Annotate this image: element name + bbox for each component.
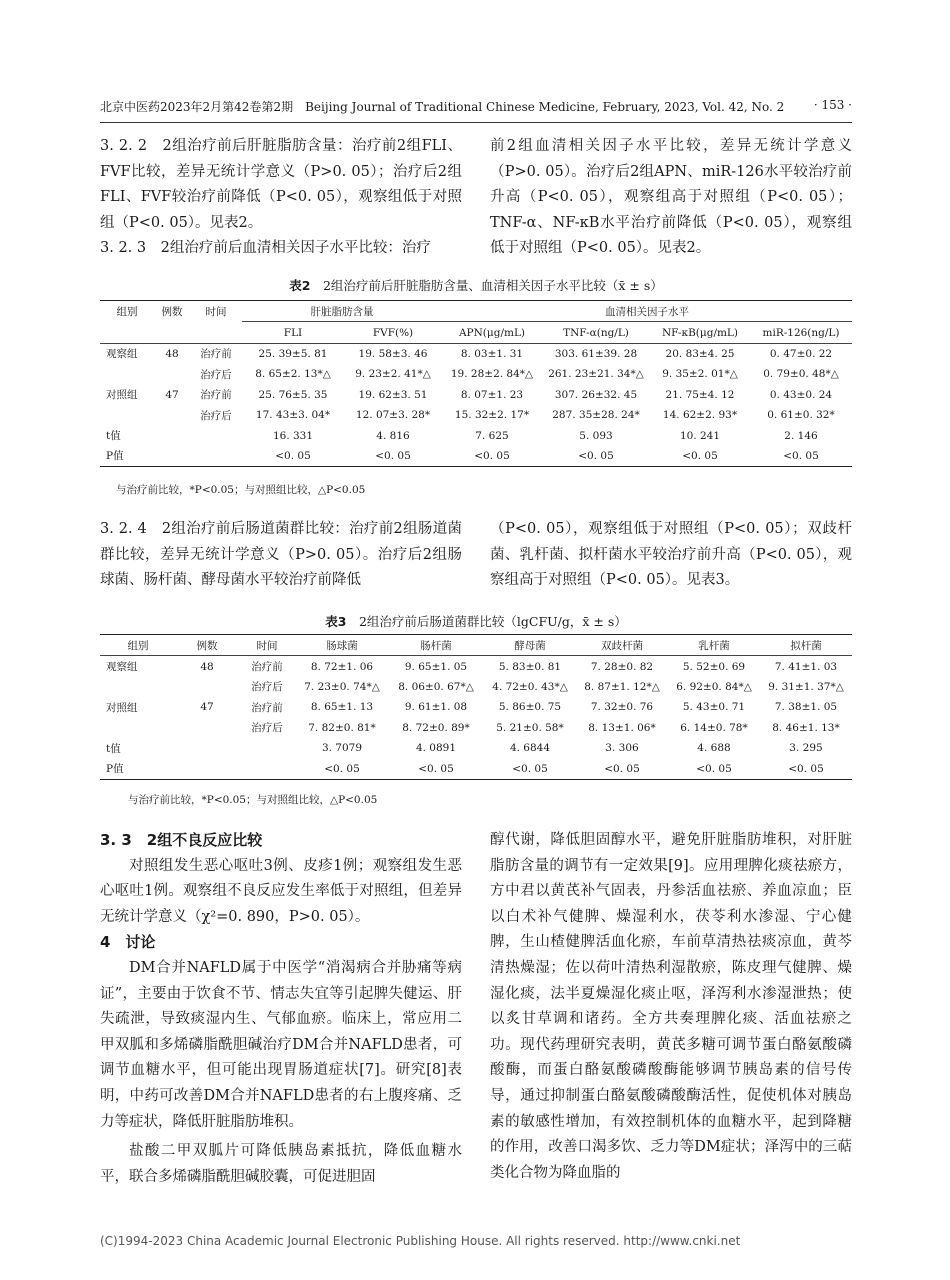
section-3-2-4-cont: （P<0. 05），观察组低于对照组（P<0. 05）；双歧杆菌、乳杆菌、拟杆菌水平较治疗前升高（P<0. 05），观察组高于对照组（P<0. 05）。见表3。 <box>490 521 852 589</box>
table-cell: 307. 26±32. 45 <box>554 388 638 401</box>
t3-p-value: <0. 05 <box>388 758 484 779</box>
t2-h-time: 时间 <box>190 301 242 322</box>
table2-title: 2组治疗前后肝脏脂肪含量、血清相关因子水平比较（x̄ ± s） <box>322 278 663 293</box>
table-cell: 9. 61±1. 08 <box>404 701 468 714</box>
row-time: 治疗后 <box>200 409 232 422</box>
t3-col-header: 双歧杆菌 <box>576 635 668 656</box>
table3 <box>100 634 852 780</box>
table-cell: 7. 23±0. 74*△ <box>304 680 380 693</box>
table-cell: 8. 46±1. 13* <box>772 721 840 734</box>
t3-h-n: 例数 <box>176 635 238 656</box>
table-cell: 0. 61±0. 32* <box>767 409 835 422</box>
t2-col-header: APN(μg/mL) <box>442 322 542 343</box>
t3-col-header: 肠球菌 <box>296 635 388 656</box>
copyright-footer: (C)1994-2023 China Academic Journal Electronic Publishing House. All rights reserved. http://www.cnki.net <box>100 1234 741 1248</box>
right-column-top <box>490 134 852 262</box>
table2-note: 与治疗前比较，*P<0.05；与对照组比较，△P<0.05 <box>116 484 366 496</box>
t2-col-header: NF-κB(μg/mL) <box>650 322 750 343</box>
table-cell: 8. 72±0. 89* <box>402 721 470 734</box>
discussion-para-1: DM合并NAFLD属于中医学“消渴病合并胁痛等病证”，主要由于饮食不节、情志失宜等引起脾失健运、肝失疏泄，导致痰湿内生、气郁血瘀。临床上，常应用二甲双胍和多烯磷脂酰胆碱治疗DM合并NAFLD患者，可调节血糖水平，但可能出现胃肠道症状[7]。研究[8]表明，中药可改善DM合并NAFLD患者的右上腹疼痛、乏力等症状，降低肝脏脂肪堆积。 <box>100 959 462 1130</box>
row-time: 治疗前 <box>200 348 232 361</box>
t2-t-value: 10. 241 <box>679 429 721 442</box>
row-time: 治疗前 <box>251 661 283 674</box>
row-time: 治疗后 <box>200 368 232 381</box>
table-cell: 8. 06±0. 67*△ <box>398 680 474 693</box>
table-cell: 8. 13±1. 06* <box>588 721 656 734</box>
table-row <box>100 343 852 364</box>
table-cell: 5. 52±0. 69 <box>682 660 746 673</box>
table-cell: 19. 28±2. 84*△ <box>450 368 534 381</box>
row-count: 48 <box>165 347 179 360</box>
t3-col-header: 乳杆菌 <box>668 635 760 656</box>
journal-header-text: 北京中医药2023年2月第42卷第2期 Beijing Journal of Traditional Chinese Medicine, February, 2023, Vol. 42, No. 2 <box>100 100 785 114</box>
t3-t-value: 4. 688 <box>697 742 731 755</box>
table-cell: 6. 14±0. 78* <box>680 721 748 734</box>
table-cell: 287. 35±28. 24* <box>552 409 640 422</box>
t3-p-label: P值 <box>100 758 176 779</box>
t2-p-value: <0. 05 <box>242 446 344 467</box>
row-time: 治疗后 <box>251 722 283 735</box>
t2-p-value: <0. 05 <box>650 446 750 467</box>
t3-body <box>100 656 852 738</box>
t3-p-value: <0. 05 <box>760 758 852 779</box>
header-rule <box>100 122 852 123</box>
row-time: 治疗前 <box>200 389 232 402</box>
table-row <box>100 385 852 405</box>
row-group: 观察组 <box>106 661 138 674</box>
table-cell: 7. 32±0. 76 <box>590 701 654 714</box>
t2-h-liver-fat: 肝脏脂肪含量 <box>242 301 442 322</box>
t2-col-header: miR-126(ng/L) <box>750 322 852 343</box>
table-cell: 5. 21±0. 58* <box>496 721 564 734</box>
table-cell: 0. 47±0. 22 <box>769 347 833 360</box>
right-column-bottom <box>490 828 852 1186</box>
table2-caption <box>100 276 852 294</box>
table-cell: 6. 92±0. 84*△ <box>676 680 752 693</box>
t3-p-value: <0. 05 <box>576 758 668 779</box>
table-cell: 7. 38±1. 05 <box>774 701 838 714</box>
t2-t-value: 5. 093 <box>579 429 613 442</box>
row-count: 47 <box>165 388 179 401</box>
table-row <box>100 405 852 425</box>
table-cell: 25. 76±5. 35 <box>258 388 328 401</box>
table-cell: 8. 65±2. 13*△ <box>255 368 331 381</box>
t2-p-value: <0. 05 <box>542 446 650 467</box>
row-count <box>176 718 238 738</box>
discussion-heading: 4 讨论 <box>100 933 156 952</box>
table-cell: 4. 72±0. 43*△ <box>492 680 568 693</box>
table-cell: 9. 31±1. 37*△ <box>768 680 844 693</box>
table-cell: 19. 58±3. 46 <box>358 347 428 360</box>
row-time: 治疗后 <box>251 681 283 694</box>
table-cell: 5. 43±0. 71 <box>682 701 746 714</box>
table-cell: 17. 43±3. 04* <box>255 409 331 422</box>
row-time: 治疗前 <box>251 701 283 714</box>
left-column-top <box>100 134 462 262</box>
table-cell: 14. 62±2. 93* <box>662 409 738 422</box>
table-cell: 261. 23±21. 34*△ <box>548 368 644 381</box>
table-cell: 0. 43±0. 24 <box>769 388 833 401</box>
table-cell: 7. 28±0. 82 <box>590 660 654 673</box>
t2-t-row <box>100 425 852 445</box>
table3-note: 与治疗前比较，*P<0.05；与对照组比较，△P<0.05 <box>128 794 378 806</box>
t2-p-value: <0. 05 <box>750 446 852 467</box>
table3-caption <box>100 612 852 630</box>
t2-p-value: <0. 05 <box>442 446 542 467</box>
t2-t-label: t值 <box>106 430 121 443</box>
section-3-2-4-start: 3. 2. 4 2组治疗前后肠道菌群比较：治疗前2组肠道菌群比较，差异无统计学意义（P>0. 05）。治疗后2组肠球菌、肠杆菌、酵母菌水平较治疗前降低 <box>100 521 462 589</box>
table-cell: 9. 35±2. 01*△ <box>662 368 738 381</box>
t3-t-value: 4. 6844 <box>509 742 551 755</box>
t3-t-value: 3. 306 <box>605 742 639 755</box>
table3-label: 表3 <box>325 614 347 629</box>
t2-col-header: TNF-α(ng/L) <box>542 322 650 343</box>
row-group: 对照组 <box>106 389 138 402</box>
table-row <box>100 718 852 738</box>
table2 <box>100 300 852 467</box>
section-3-2-3-start: 3. 2. 3 2组治疗前后血清相关因子水平比较：治疗 <box>100 240 431 257</box>
left-column-bottom <box>100 828 462 1190</box>
t3-col-header: 拟杆菌 <box>760 635 852 656</box>
t3-p-value: <0. 05 <box>668 758 760 779</box>
t2-t-value: 7. 625 <box>475 429 509 442</box>
section-3-2-2: 3. 2. 2 2组治疗前后肝脏脂肪含量：治疗前2组FLI、FVF比较，差异无统计学意义（P>0. 05）；治疗后2组FLI、FVF较治疗前降低（P<0. 05），观察组低于对照组（P<0. 05）。见表2。 <box>100 138 462 231</box>
row-count <box>154 364 190 384</box>
t2-h-serum-factors: 血清相关因子水平 <box>442 301 852 322</box>
table-cell: 5. 83±0. 81 <box>498 660 562 673</box>
table-cell: 0. 79±0. 48*△ <box>763 368 839 381</box>
t2-t-value: 2. 146 <box>784 429 818 442</box>
table-cell: 8. 03±1. 31 <box>460 347 524 360</box>
t3-p-row <box>100 758 852 779</box>
table2-label: 表2 <box>289 278 311 293</box>
t3-col-header: 肠杆菌 <box>388 635 484 656</box>
page-number: · 153 · <box>813 98 852 112</box>
table-cell: 7. 41±1. 03 <box>774 660 838 673</box>
table-cell: 8. 65±1. 13 <box>310 701 374 714</box>
row-group <box>100 718 176 738</box>
row-count <box>154 405 190 425</box>
t3-p-value: <0. 05 <box>296 758 388 779</box>
t3-col-header: 酵母菌 <box>484 635 576 656</box>
table-cell: 303. 61±39. 28 <box>554 347 638 360</box>
t2-t-value: 16. 331 <box>272 429 314 442</box>
t3-t-value: 3. 295 <box>789 742 823 755</box>
t3-p-value: <0. 05 <box>484 758 576 779</box>
t3-h-time: 时间 <box>238 635 296 656</box>
table3-title: 2组治疗前后肠道菌群比较（lgCFU/g，x̄ ± s） <box>358 614 627 629</box>
row-group <box>100 364 154 384</box>
table-row <box>100 364 852 384</box>
row-group: 观察组 <box>106 348 138 361</box>
table-cell: 7. 82±0. 81* <box>308 721 376 734</box>
discussion-para-2: 盐酸二甲双胍片可降低胰岛素抵抗，降低血糖水平，联合多烯磷脂酰胆碱胶囊，可促进胆固 <box>100 1143 462 1185</box>
t2-col-header: FLI <box>242 322 344 343</box>
t3-t-row <box>100 738 852 758</box>
table-cell: 8. 07±1. 23 <box>460 388 524 401</box>
t3-h-group: 组别 <box>100 635 176 656</box>
row-group <box>100 677 176 697</box>
table-row <box>100 677 852 697</box>
t3-t-label: t值 <box>106 742 121 755</box>
table-cell: 9. 23±2. 41*△ <box>355 368 431 381</box>
section-3-2-3-cont: 前2组血清相关因子水平比较，差异无统计学意义（P>0. 05）。治疗后2组APN、miR-126水平较治疗前升高（P<0. 05），观察组高于对照组（P<0. 05）；TNF-α、NF-κB水平治疗前降低（P<0. 05），观察组低于对照组（P<0. 05）。见表2。 <box>490 138 852 257</box>
row-group <box>100 405 154 425</box>
table-cell: 20. 83±4. 25 <box>665 347 735 360</box>
table-cell: 5. 86±0. 75 <box>498 701 562 714</box>
row-count: 47 <box>200 701 214 714</box>
discussion-para-2-cont: 醇代谢，降低胆固醇水平，避免肝脏脂肪堆积，对肝脏脂肪含量的调节有一定效果[9]。应用理脾化痰祛瘀方，方中君以黄芪补气固表，丹参活血祛瘀、养血凉血；臣以白术补气健脾、燥湿利水，茯苓利水渗湿、宁心健脾，生山楂健脾活血化瘀，车前草清热祛痰凉血，黄芩清热燥湿；佐以荷叶清热利湿散瘀，陈皮理气健脾、燥湿化痰，法半夏燥湿化痰止呕，泽泻利水渗湿泄热；使以炙甘草调和诸药。全方共奏理脾化痰、活血祛瘀之功。现代药理研究表明，黄芪多糖可调节蛋白酪氨酸磷酸酶，而蛋白酪氨酸磷酸酶能够调节胰岛素的信号传导，通过抑制蛋白酪氨酸磷酸酶活性，促使机体对胰岛素的敏感性增加，有效控制机体的血糖水平，起到降糖的作用，改善口渴多饮、乏力等DM症状；泽泻中的三萜类化合物为降血脂的 <box>490 832 852 1181</box>
t2-p-label: P值 <box>100 446 154 467</box>
table-row <box>100 697 852 717</box>
t3-t-value: 3. 7079 <box>321 742 363 755</box>
t2-t-value: 4. 816 <box>376 429 410 442</box>
t3-t-value: 4. 0891 <box>415 742 457 755</box>
left-column-mid <box>100 517 462 594</box>
table-cell: 19. 62±3. 51 <box>358 388 428 401</box>
table-cell: 21. 75±4. 12 <box>665 388 735 401</box>
t2-col-header: FVF(%) <box>344 322 442 343</box>
table-cell: 15. 32±2. 17* <box>454 409 530 422</box>
table-cell: 8. 72±1. 06 <box>310 660 374 673</box>
t2-p-row <box>100 446 852 467</box>
section-3-3-heading: 3. 3 2组不良反应比较 <box>100 831 263 849</box>
right-column-mid <box>490 517 852 594</box>
table-cell: 8. 87±1. 12*△ <box>584 680 660 693</box>
section-3-3-para: 对照组发生恶心呕吐3例、皮疹1例；观察组发生恶心呕吐1例。观察组不良反应发生率低于对照组，但差异无统计学意义（χ²=0. 890，P>0. 05）。 <box>100 857 462 925</box>
table-cell: 12. 07±3. 28* <box>355 409 431 422</box>
table-row <box>100 656 852 677</box>
table-cell: 25. 39±5. 81 <box>258 347 328 360</box>
running-header <box>100 98 852 118</box>
row-count <box>176 677 238 697</box>
row-group: 对照组 <box>106 701 138 714</box>
t2-h-n: 例数 <box>154 301 190 322</box>
row-count: 48 <box>200 660 214 673</box>
t2-p-value: <0. 05 <box>344 446 442 467</box>
t2-body <box>100 343 852 425</box>
table-cell: 9. 65±1. 05 <box>404 660 468 673</box>
t2-h-group: 组别 <box>100 301 154 322</box>
